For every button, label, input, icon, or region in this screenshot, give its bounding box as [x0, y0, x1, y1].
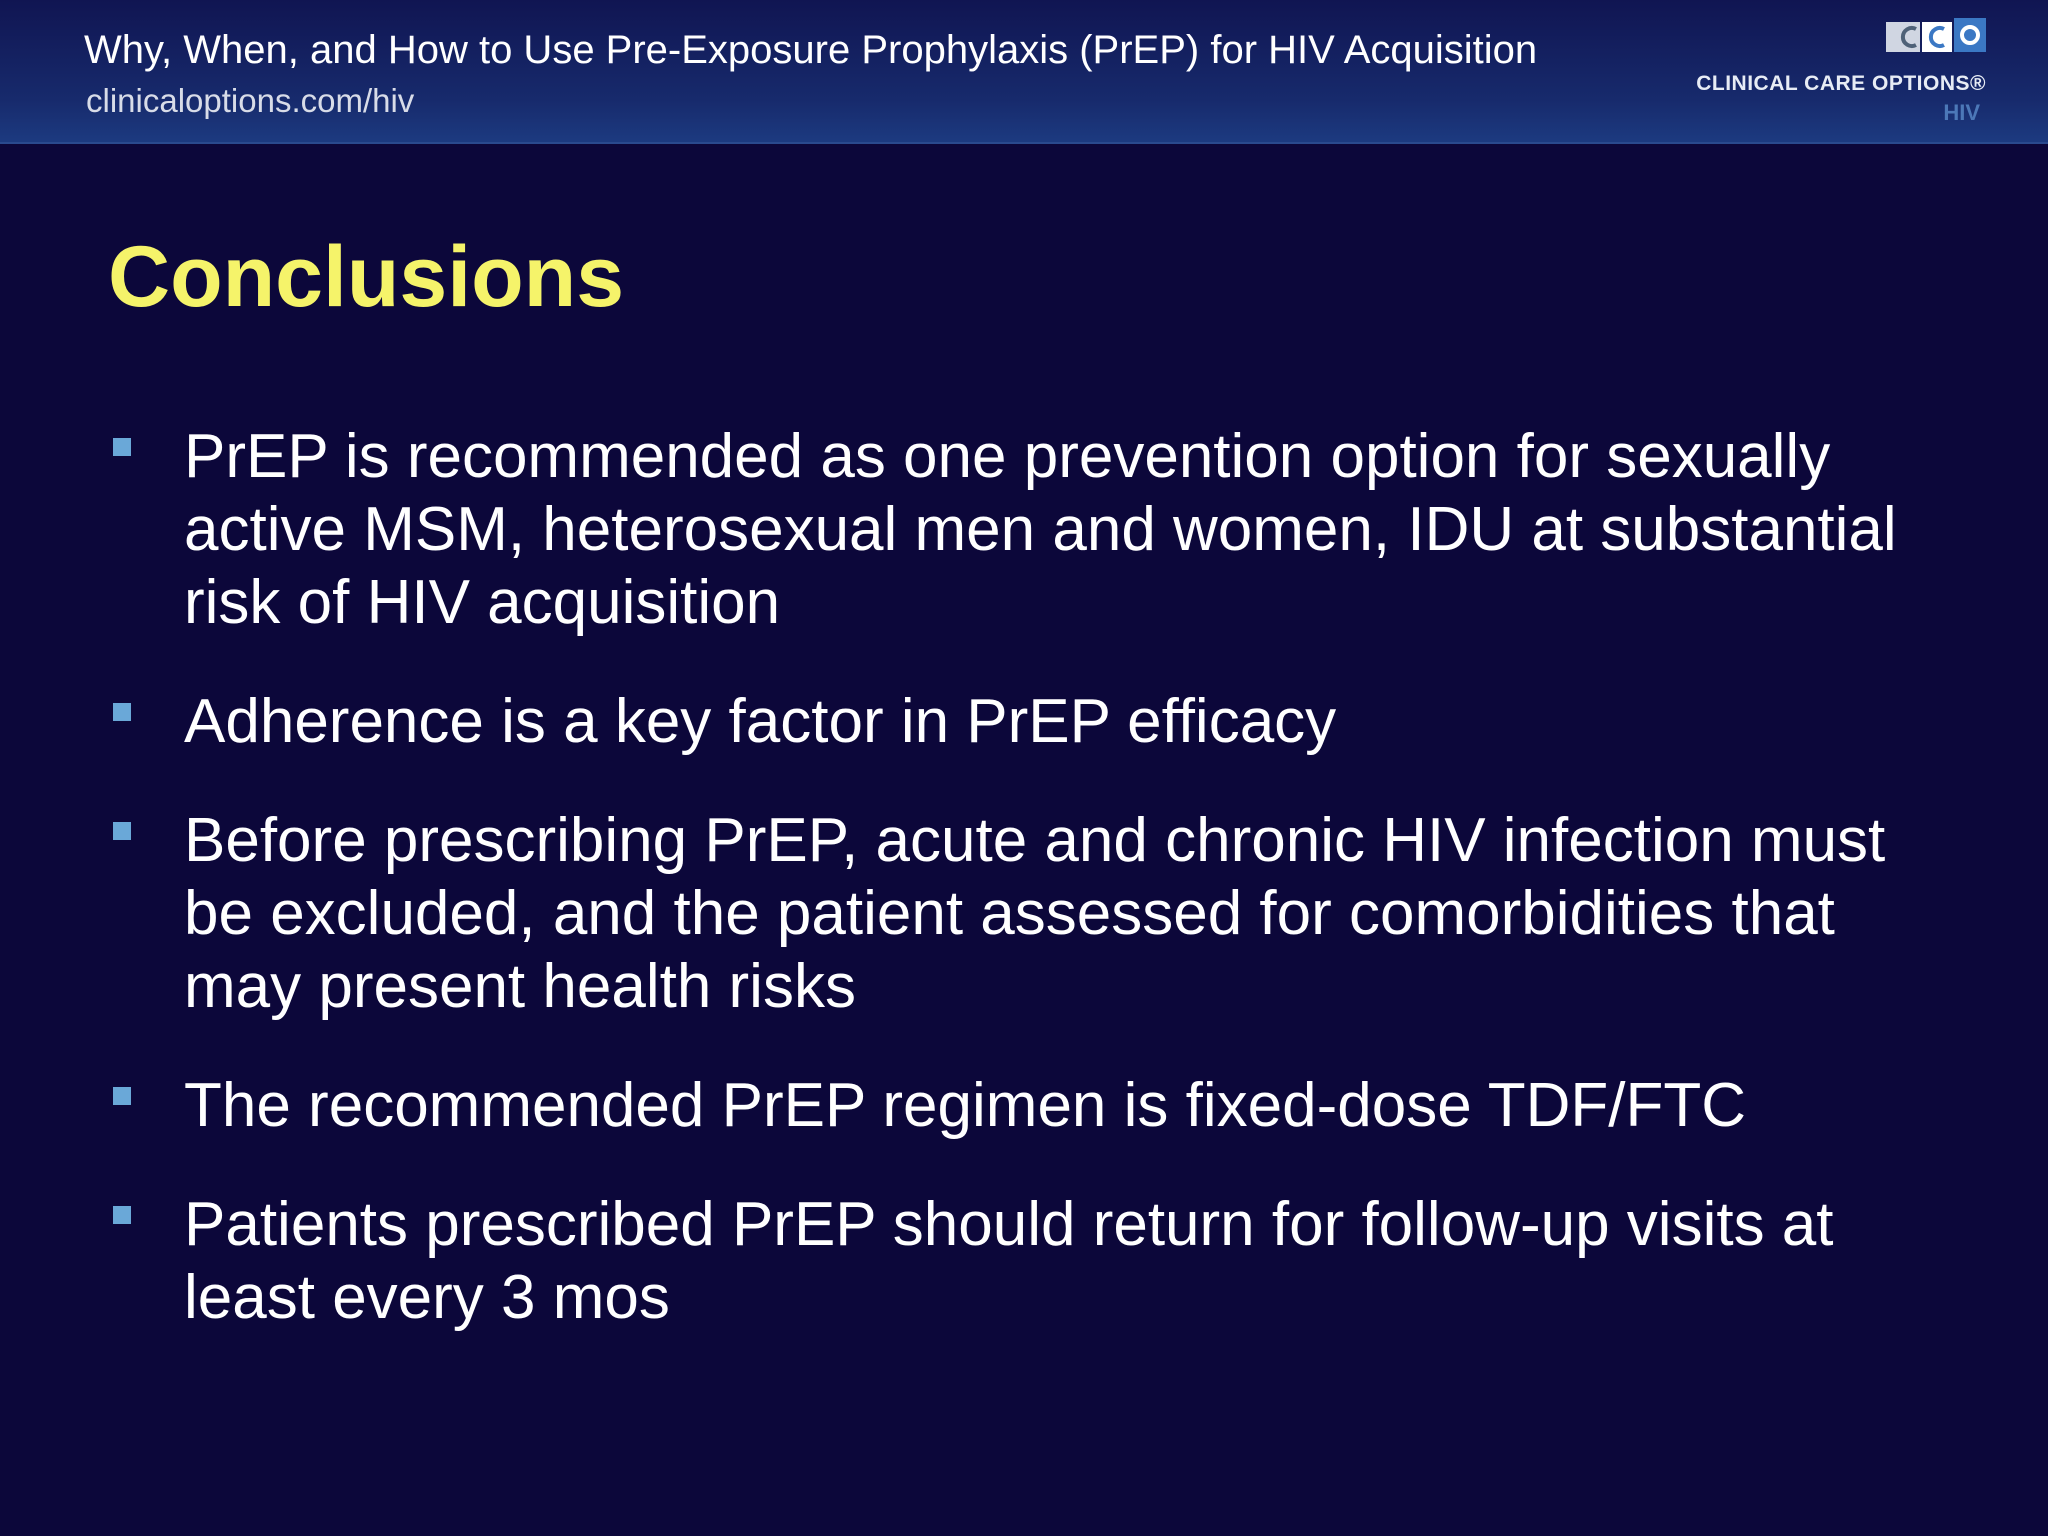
conclusion-text: Adherence is a key factor in PrEP efficacy [184, 687, 1337, 756]
clinical-care-options-logo [1696, 18, 1986, 128]
bullet-square-icon [113, 703, 131, 721]
conclusion-item-prep-recommended [112, 420, 1962, 639]
conclusion-item-adherence [112, 685, 1962, 758]
conclusion-item-screening [112, 804, 1962, 1023]
conclusion-text: Before prescribing PrEP, acute and chronic HIV infection must be excluded, and the patient assessed for comorbidities that may present health risks [184, 806, 1886, 1021]
cco-logo-mark-icon [1886, 18, 1986, 54]
conclusion-text: The recommended PrEP regimen is fixed-dose TDF/FTC [184, 1071, 1747, 1140]
conclusion-item-regimen [112, 1069, 1962, 1142]
bullet-square-icon [113, 438, 131, 456]
logo-subtitle: HIV [1943, 100, 1980, 125]
slide-title: Conclusions [108, 229, 625, 325]
logo-name: CLINICAL CARE OPTIONS® [1696, 72, 1986, 95]
slide-header-bar [0, 0, 2048, 144]
conclusion-list [112, 420, 1962, 1380]
presentation-title: Why, When, and How to Use Pre-Exposure Prophylaxis (PrEP) for HIV Acquisition [84, 28, 1538, 72]
website-url: clinicaloptions.com/hiv [86, 82, 415, 119]
conclusion-text: Patients prescribed PrEP should return for follow-up visits at least every 3 mos [184, 1190, 1834, 1332]
conclusion-item-follow-up [112, 1188, 1962, 1334]
bullet-square-icon [113, 822, 131, 840]
bullet-square-icon [113, 1087, 131, 1105]
conclusion-text: PrEP is recommended as one prevention option for sexually active MSM, heterosexual men and women, IDU at substantial risk of HIV acquisition [184, 422, 1897, 637]
bullet-square-icon [113, 1206, 131, 1224]
